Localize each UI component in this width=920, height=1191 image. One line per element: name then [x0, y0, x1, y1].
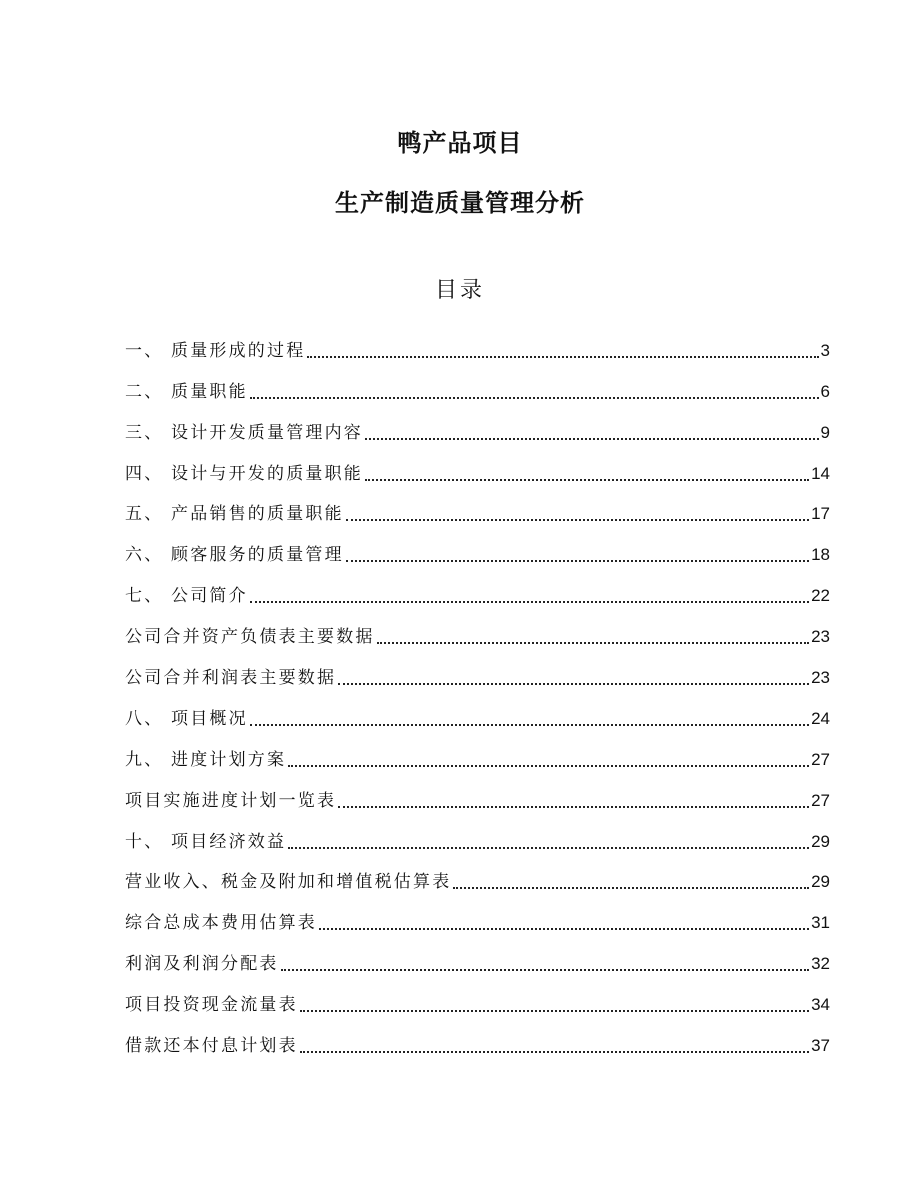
toc-entry-label: 八、 项目概况 — [125, 708, 248, 729]
toc-entry[interactable] — [125, 690, 830, 731]
toc-entry-label: 项目实施进度计划一览表 — [125, 790, 337, 811]
toc-entry-page: 23 — [811, 627, 830, 647]
toc-dot-leader — [338, 683, 809, 685]
toc-entry[interactable] — [125, 608, 830, 649]
toc-entry[interactable] — [125, 567, 830, 608]
toc-entry-page: 18 — [811, 545, 830, 565]
toc-entry-label: 九、 进度计划方案 — [125, 749, 287, 770]
toc-dot-leader — [250, 724, 809, 726]
document-title: 鸭产品项目 — [397, 129, 523, 157]
toc-entry-label: 公司合并利润表主要数据 — [125, 668, 337, 689]
toc-entry-label: 营业收入、税金及附加和增值税估算表 — [125, 872, 452, 893]
toc-entry-label: 项目投资现金流量表 — [125, 995, 298, 1016]
toc-entry-page: 37 — [811, 1036, 830, 1056]
toc-entry[interactable] — [125, 976, 830, 1017]
toc-entry-page: 29 — [811, 872, 830, 892]
toc-entry-page: 34 — [811, 995, 830, 1015]
toc-entry[interactable] — [125, 1017, 830, 1058]
toc-entry-label: 综合总成本费用估算表 — [125, 913, 317, 934]
toc-dot-leader — [300, 1010, 809, 1012]
toc-dot-leader — [300, 1051, 809, 1053]
toc-entry-page: 14 — [811, 463, 830, 483]
toc-entry-page: 3 — [820, 340, 830, 360]
toc-dot-leader — [377, 642, 809, 644]
toc-entry[interactable] — [125, 772, 830, 813]
toc-entry-label: 一、 质量形成的过程 — [125, 340, 306, 361]
toc-dot-leader — [288, 765, 809, 767]
toc-entry[interactable] — [125, 854, 830, 895]
toc-entry-page: 23 — [811, 668, 830, 688]
toc-dot-leader — [319, 928, 809, 930]
toc-dot-leader — [365, 438, 819, 440]
toc-entry-page: 9 — [820, 422, 830, 442]
toc-entry[interactable] — [125, 445, 830, 486]
document-subtitle: 生产制造质量管理分析 — [335, 189, 585, 217]
toc-entry-label: 公司合并资产负债表主要数据 — [125, 627, 375, 648]
toc-entry-label: 六、 顾客服务的质量管理 — [125, 545, 344, 566]
toc-entry[interactable] — [125, 322, 830, 363]
toc-entry-page: 32 — [811, 954, 830, 974]
toc-entry-label: 二、 质量职能 — [125, 381, 248, 402]
toc-dot-leader — [307, 356, 818, 358]
toc-dot-leader — [250, 601, 809, 603]
toc-entry-label: 七、 公司简介 — [125, 586, 248, 607]
toc-entry[interactable] — [125, 731, 830, 772]
toc-dot-leader — [250, 397, 819, 399]
toc-dot-leader — [346, 560, 809, 562]
toc-entry-label: 借款还本付息计划表 — [125, 1036, 298, 1057]
toc-entry-page: 24 — [811, 708, 830, 728]
toc-entry[interactable] — [125, 894, 830, 935]
toc-dot-leader — [281, 969, 809, 971]
toc-entry[interactable] — [125, 404, 830, 445]
toc-entry-page: 27 — [811, 790, 830, 810]
toc-dot-leader — [288, 847, 809, 849]
toc-dot-leader — [453, 887, 809, 889]
table-of-contents — [125, 322, 830, 1058]
toc-entry[interactable] — [125, 486, 830, 527]
toc-heading: 目录 — [434, 278, 485, 303]
toc-entry-page: 31 — [811, 913, 830, 933]
toc-entry-page: 29 — [811, 831, 830, 851]
toc-entry-label: 四、 设计与开发的质量职能 — [125, 463, 364, 484]
toc-dot-leader — [365, 479, 809, 481]
toc-entry[interactable] — [125, 813, 830, 854]
toc-dot-leader — [346, 519, 809, 521]
toc-entry-label: 十、 项目经济效益 — [125, 831, 287, 852]
toc-entry[interactable] — [125, 526, 830, 567]
toc-entry-label: 三、 设计开发质量管理内容 — [125, 422, 364, 443]
toc-entry-page: 17 — [811, 504, 830, 524]
toc-entry-label: 五、 产品销售的质量职能 — [125, 504, 344, 525]
toc-entry-page: 6 — [820, 381, 830, 401]
toc-entry-page: 22 — [811, 586, 830, 606]
toc-entry-label: 利润及利润分配表 — [125, 954, 279, 975]
toc-entry[interactable] — [125, 649, 830, 690]
toc-entry[interactable] — [125, 363, 830, 404]
toc-entry[interactable] — [125, 935, 830, 976]
toc-entry-page: 27 — [811, 749, 830, 769]
toc-dot-leader — [338, 806, 809, 808]
